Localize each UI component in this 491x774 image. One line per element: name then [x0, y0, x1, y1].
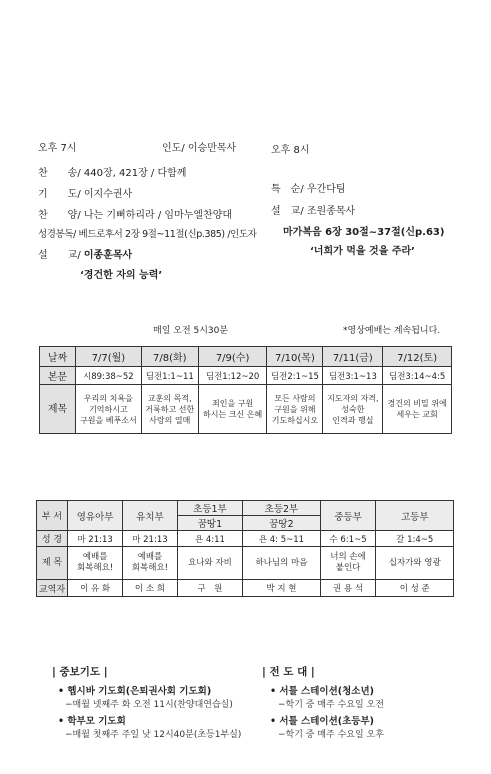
title-line: 경건의 비밀 위에	[387, 399, 447, 408]
mission-item-name: • 서틀 스테이션(청소년)	[270, 686, 374, 697]
title-line: 너의 손에	[330, 552, 366, 562]
dept-name: 영유아부	[68, 501, 123, 531]
dawn-schedule-table	[39, 346, 452, 434]
table-row	[40, 367, 452, 385]
date-cell: 7/12(토)	[383, 347, 452, 367]
text-cell: 시89:38~52	[76, 367, 142, 385]
title-line: 요나와 자비	[188, 557, 232, 568]
scripture-cell: 갈 1:4~5	[376, 531, 454, 547]
title-line: 구원을 베푸소서	[80, 415, 137, 425]
row-value: 베드로후서 2장 9절~11절(신p.385) /인도자	[78, 229, 257, 240]
date-cell: 7/10(목)	[267, 347, 323, 367]
title-line: 하나님의 마음	[255, 557, 308, 568]
row-label-text: 본문	[40, 367, 76, 385]
teacher-cell: 구 원	[177, 580, 242, 597]
row-label-scripture: 성 경	[37, 531, 68, 547]
title-cell	[323, 385, 383, 434]
text-cell: 딤전1:1~11	[141, 367, 198, 385]
title-line: 교훈의 목적,	[147, 393, 192, 403]
title-line: 사랑의 열매	[149, 415, 191, 425]
title-cell	[76, 385, 142, 434]
row-label-title: 제목	[40, 385, 76, 434]
scripture-cell: 욘 4:11	[177, 531, 242, 547]
row-label-date: 날짜	[40, 347, 76, 367]
scripture-cell: 욘 4: 5~11	[243, 531, 321, 547]
title-line: 예배를	[82, 552, 108, 562]
row-label: 설 교/	[271, 206, 304, 217]
pm7-row-hymn	[38, 164, 186, 179]
title-line: 예배를	[137, 552, 163, 562]
row-value: 이종훈목사	[83, 250, 133, 261]
prayer-item-name: • 학부모 기도회	[58, 716, 126, 727]
scripture-cell: 마 21:13	[123, 531, 178, 547]
table-row	[37, 580, 454, 597]
teacher-cell: 박 지 현	[243, 580, 321, 597]
dept-name: 초등1부	[177, 501, 242, 516]
title-line: 십자가와 영광	[388, 557, 441, 568]
row-value: 440장, 421장 / 다함께	[83, 168, 187, 179]
pm7-row-prayer	[38, 185, 132, 200]
row-label: 특 순/	[271, 184, 304, 195]
department-table	[36, 500, 454, 597]
row-value: 우간다팀	[306, 184, 346, 195]
row-label: 찬 송/	[38, 168, 81, 179]
title-line: 인격과 행실	[332, 415, 374, 425]
pm7-row-sermon	[38, 246, 132, 261]
title-cell	[68, 547, 123, 580]
title-cell	[267, 385, 323, 434]
table-row	[37, 547, 454, 580]
title-cell	[243, 547, 321, 580]
row-label: 기 도/	[38, 189, 81, 200]
dept-name: 초등2부	[243, 501, 321, 516]
row-label: 찬 양/	[38, 210, 81, 221]
table-row	[40, 347, 452, 367]
mission-section-title: | 전 도 대 |	[262, 666, 315, 678]
prayer-item-name: • 헵시바 기도회(은퇴권사회 기도회)	[58, 686, 212, 697]
text-cell: 딤전3:14~4:5	[383, 367, 452, 385]
pm8-row-sermon	[271, 202, 355, 217]
title-cell	[123, 547, 178, 580]
pm7-leader: 인도/ 이승만목사	[162, 143, 237, 154]
pm7-row-reading	[38, 226, 256, 240]
title-line: 죄인을 구원	[212, 399, 254, 408]
title-line: 우리의 치욕을	[83, 393, 133, 403]
row-label: 성경봉독/	[38, 229, 76, 240]
title-line: 구원을 위해	[274, 404, 316, 414]
prayer-item-detail: −매월 첫째주 주일 낮 12시40분(초등1부실)	[65, 730, 242, 740]
date-cell: 7/9(수)	[198, 347, 267, 367]
row-value: 이지수권사	[83, 189, 133, 200]
text-cell: 딤전2:1~15	[267, 367, 323, 385]
title-cell	[376, 547, 454, 580]
table-row	[40, 385, 452, 434]
date-cell: 7/11(금)	[323, 347, 383, 367]
title-cell	[198, 385, 267, 434]
dept-sub-name: 꿈땅1	[177, 516, 242, 531]
teacher-cell: 이 소 희	[123, 580, 178, 597]
teacher-cell: 이 유 화	[68, 580, 123, 597]
pm8-row-special	[271, 180, 346, 195]
pm7-row-praise	[38, 206, 232, 221]
row-label: 설 교/	[38, 250, 81, 261]
dawn-note: *영상예배는 계속됩니다.	[343, 326, 441, 336]
teacher-cell: 이 성 준	[376, 580, 454, 597]
title-line: 지도자의 자격,	[327, 393, 379, 403]
row-label-title: 제 목	[37, 547, 68, 580]
table-row	[37, 531, 454, 547]
title-line: 기억하시고	[89, 404, 128, 414]
dept-name: 유치부	[123, 501, 178, 531]
pm7-sermon-title: ‘경건한 자의 능력’	[80, 270, 163, 281]
title-cell	[141, 385, 198, 434]
dept-name: 고등부	[376, 501, 454, 531]
title-line: 거룩하고 선한	[145, 404, 195, 414]
pm7-time: 오후 7시	[38, 143, 77, 154]
prayer-item-detail: −매월 넷째주 화 오전 11시(찬양대연습실)	[65, 700, 233, 710]
row-label-teacher: 교역자	[37, 580, 68, 597]
row-value: 조원종목사	[306, 206, 356, 217]
dept-name: 중등부	[320, 501, 376, 531]
title-line: 회복해요!	[131, 563, 169, 573]
mission-item-name: • 서틀 스테이션(초등부)	[270, 716, 374, 727]
scripture-cell: 마 21:13	[68, 531, 123, 547]
date-cell: 7/7(월)	[76, 347, 142, 367]
dept-sub-name: 꿈땅2	[243, 516, 321, 531]
scripture-cell: 수 6:1~5	[320, 531, 376, 547]
date-cell: 7/8(화)	[141, 347, 198, 367]
pm8-scripture: 마가복음 6장 30절~37절(신p.63)	[283, 227, 445, 238]
title-cell	[320, 547, 376, 580]
title-line: 모든 사람의	[274, 393, 316, 403]
title-line: 회복해요!	[76, 563, 114, 573]
title-line: 하시는 크신 은혜	[203, 410, 263, 419]
pm8-sermon-title: ‘너희가 먹을 것을 주라’	[310, 246, 415, 257]
teacher-cell: 권 용 석	[320, 580, 376, 597]
mission-item-detail: −학기 중 매주 수요일 오전	[278, 700, 384, 710]
title-line: 붙인다	[335, 563, 361, 573]
prayer-section-title: | 중보기도 |	[52, 666, 108, 678]
table-row	[37, 501, 454, 516]
row-label-dept: 부 서	[37, 501, 68, 531]
text-cell: 딤전3:1~13	[323, 367, 383, 385]
dawn-heading: 매일 오전 5시30분	[153, 326, 229, 336]
title-line: 기도하십시오	[271, 415, 319, 425]
row-value: 나는 기뻐하리라 / 임마누엘찬양대	[83, 210, 233, 221]
title-line: 성숙한	[341, 404, 365, 414]
mission-item-detail: −학기 중 매주 수요일 오후	[278, 730, 384, 740]
pm8-time: 오후 8시	[271, 145, 310, 156]
title-cell	[177, 547, 242, 580]
text-cell: 딤전1:12~20	[198, 367, 267, 385]
title-line: 세우는 교회	[396, 410, 438, 419]
title-cell	[383, 385, 452, 434]
